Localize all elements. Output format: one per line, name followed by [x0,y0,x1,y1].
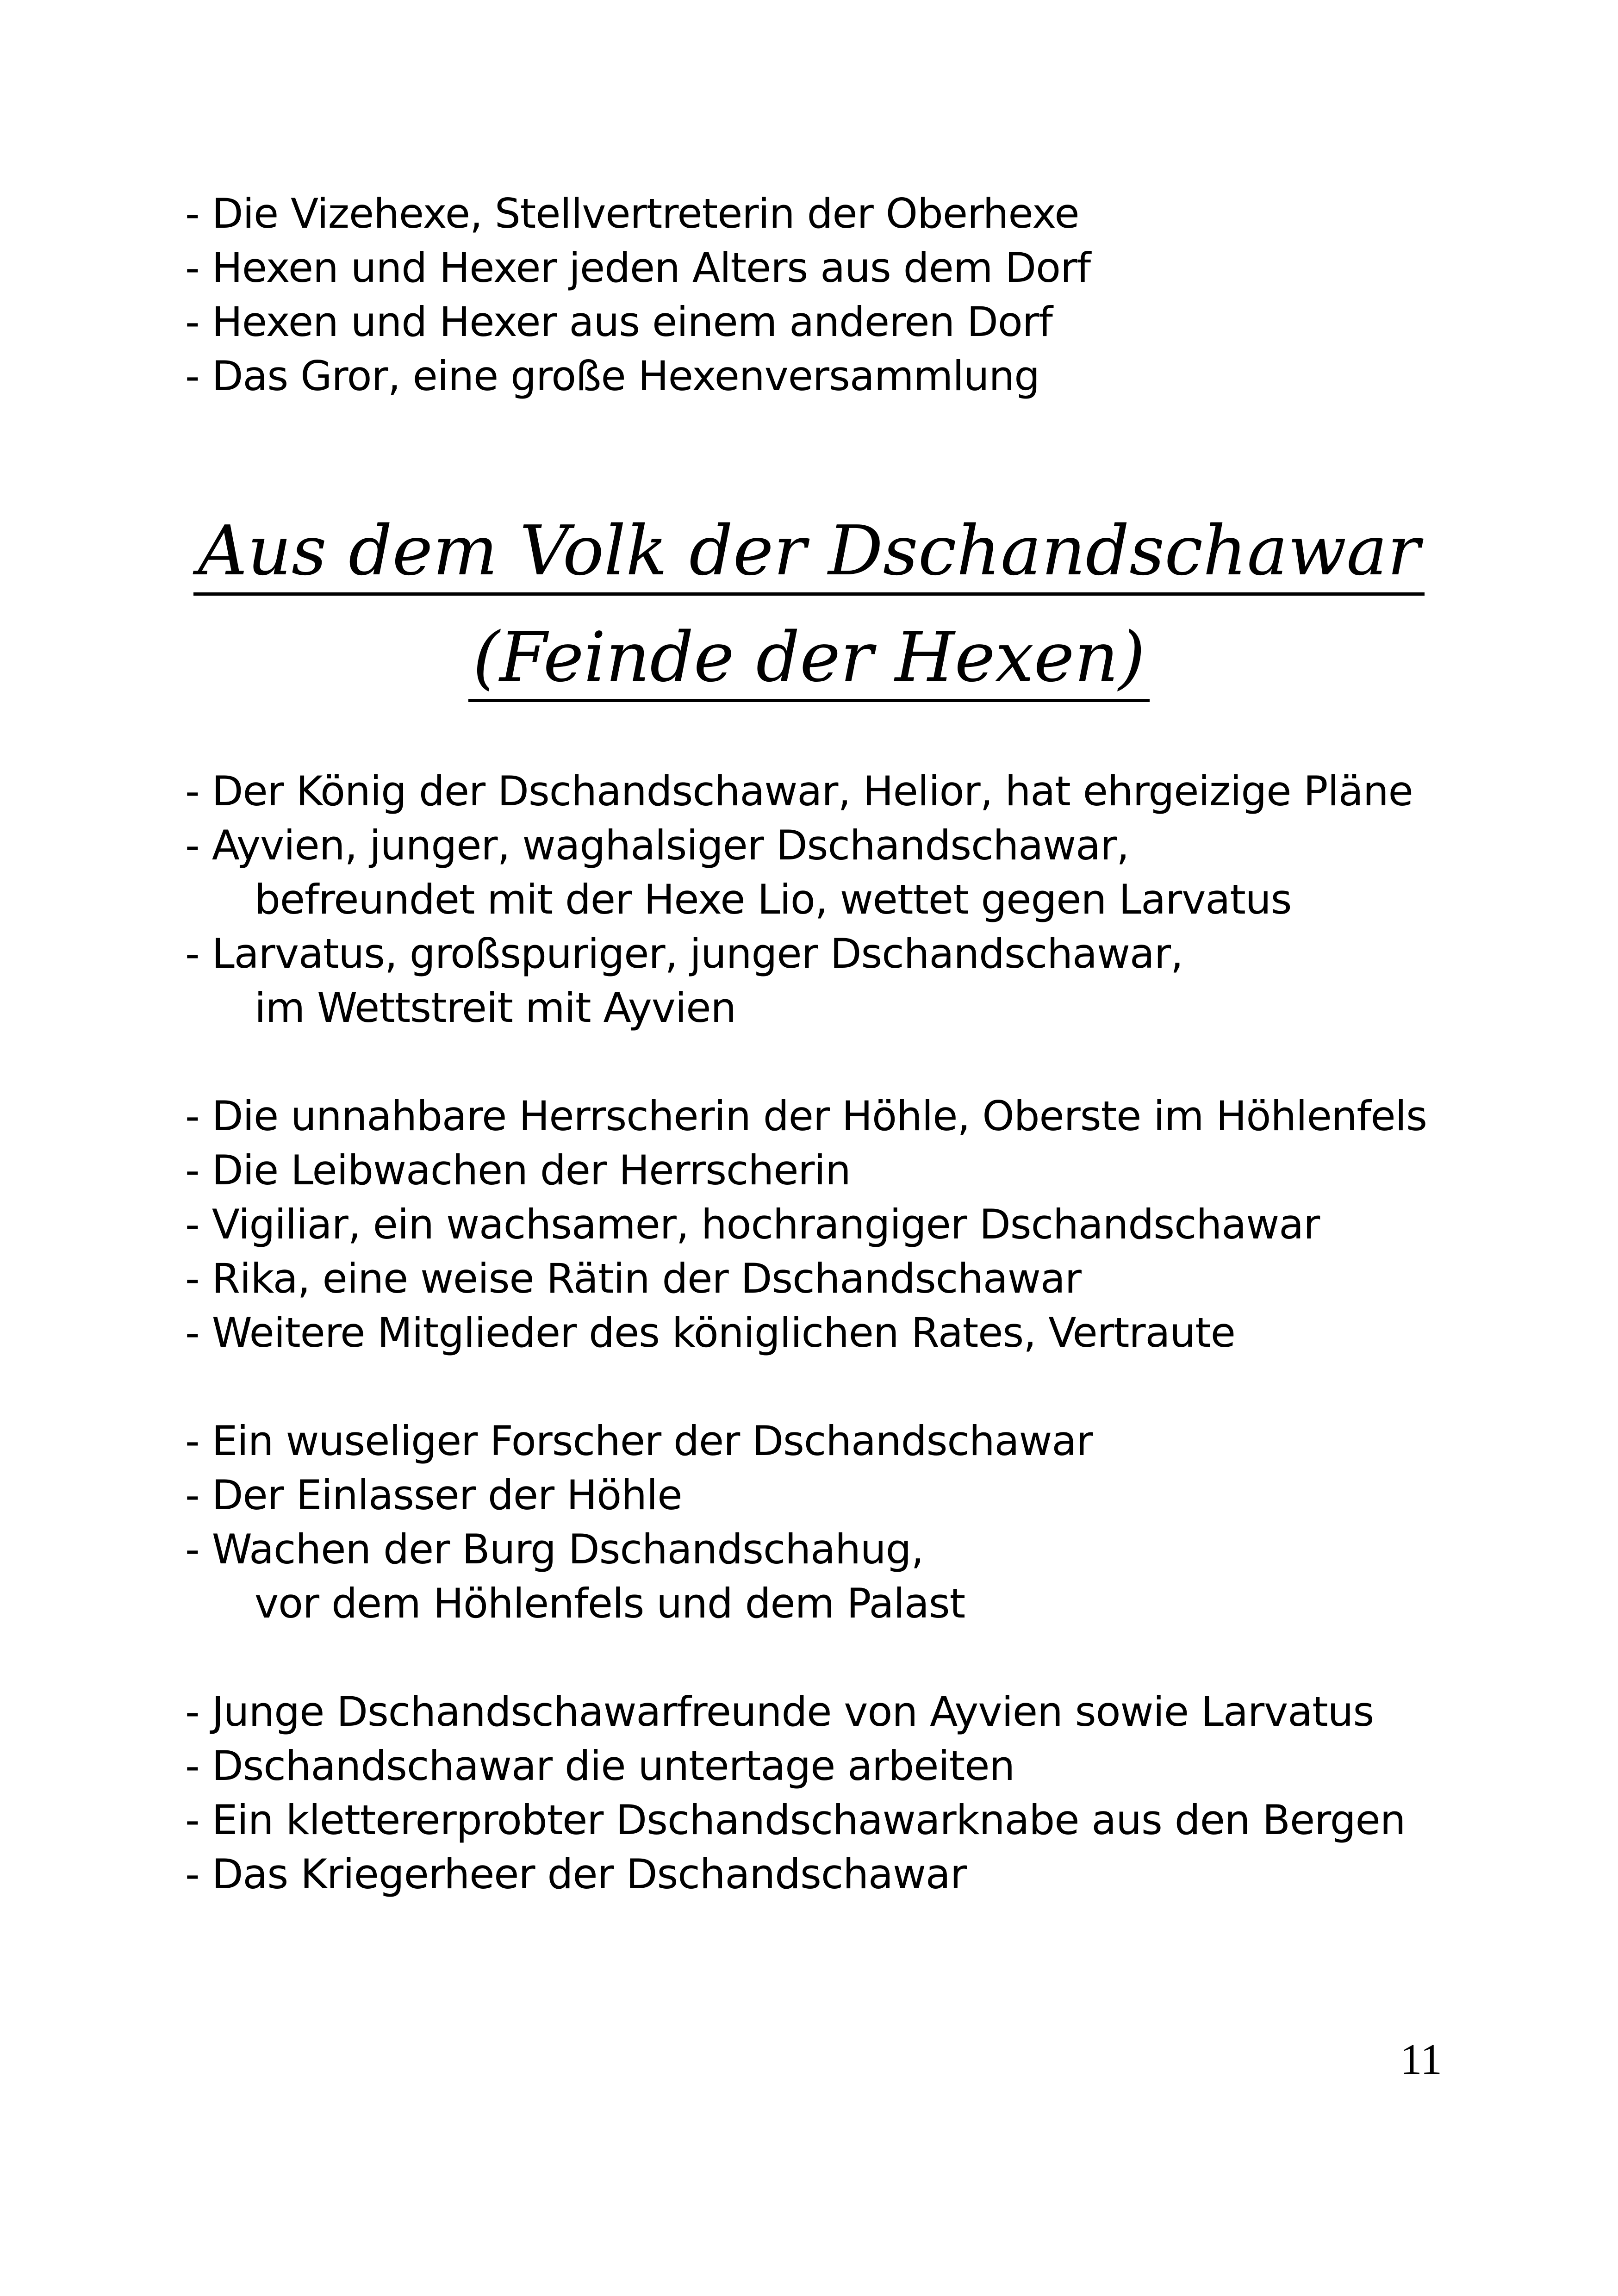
section-title: Aus dem Volk der Dschandschawar [193,509,1425,596]
list-item-continuation: im Wettstreit mit Ayvien [255,984,736,1032]
list-item: - Dschandschawar die untertage arbeiten [185,1742,1015,1790]
list-item: - Hexen und Hexer aus einem anderen Dorf [185,298,1052,346]
list-spacer [185,1035,1427,1089]
list-item: - Das Kriegerheer der Dschandschawar [185,1850,967,1898]
list-item-continuation: vor dem Höhlenfels und dem Palast [255,1580,965,1627]
list-item: - Weitere Mitglieder des königlichen Rates, Vertraute [185,1309,1235,1356]
list-item: - Junge Dschandschawarfreunde von Ayvien sowie Larvatus [185,1688,1374,1736]
character-list-witches [185,187,1090,403]
list-item: - Die unnahbare Herrscherin der Höhle, Oberste im Höhlenfels [185,1092,1427,1140]
list-spacer [185,1360,1427,1414]
list-item: - Ein klettererprobter Dschandschawarknabe aus den Bergen [185,1796,1406,1844]
list-item: - Das Gror, eine große Hexenversammlung [185,352,1040,400]
list-item-continuation: befreundet mit der Hexe Lio, wettet gegen Larvatus [255,876,1292,923]
list-item: - Der Einlasser der Höhle [185,1471,682,1519]
list-spacer [185,1630,1427,1685]
section-heading-line-1 [0,504,1618,597]
list-item: - Ein wuseliger Forscher der Dschandschawar [185,1417,1093,1465]
list-item: - Vigiliar, ein wachsamer, hochrangiger Dschandschawar [185,1201,1320,1248]
list-item: - Hexen und Hexer jeden Alters aus dem Dorf [185,244,1091,292]
list-item: - Die Leibwachen der Herrscherin [185,1146,851,1194]
list-item: - Der König der Dschandschawar, Helior, hat ehrgeizige Pläne [185,767,1413,815]
page-number: 11 [1400,2035,1442,2084]
section-subtitle: (Feinde der Hexen) [468,616,1150,702]
list-item: - Rika, eine weise Rätin der Dschandschawar [185,1255,1081,1302]
section-heading-line-2 [0,611,1618,703]
list-item: - Die Vizehexe, Stellvertreterin der Oberhexe [185,190,1079,237]
list-item: - Wachen der Burg Dschandschahug, [185,1525,924,1573]
list-item: - Larvatus, großspuriger, junger Dschandschawar, [185,930,1183,977]
character-list-dschandschawar [185,764,1427,1901]
list-item: - Ayvien, junger, waghalsiger Dschandschawar, [185,821,1129,869]
